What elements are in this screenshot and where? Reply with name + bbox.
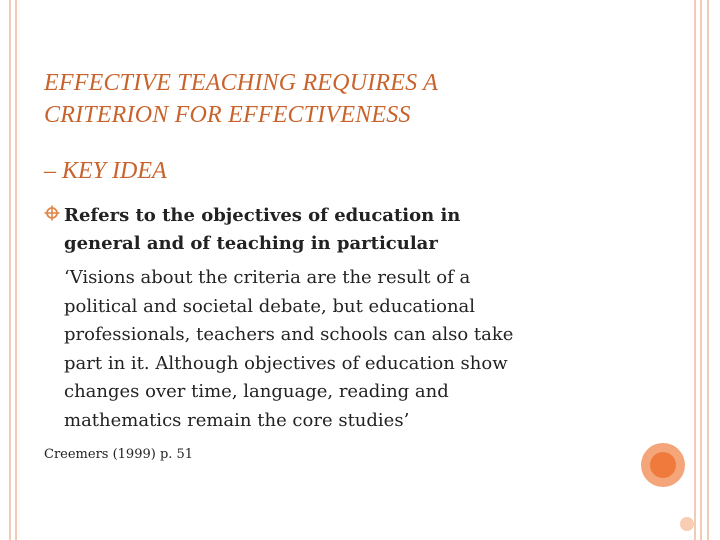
left-frame-line — [9, 0, 11, 540]
right-frame-line — [700, 0, 702, 540]
decorative-circle-inner — [650, 452, 676, 478]
right-frame-line — [707, 0, 709, 540]
slide-title: EFFECTIVE TEACHING REQUIRES A CRITERION FOR EFFECTIVENESS — [44, 70, 438, 128]
crosshair-bullet-icon — [44, 205, 60, 221]
decorative-small-circle — [680, 517, 694, 531]
citation: Creemers (1999) p. 51 — [44, 447, 194, 462]
bullet-text: Refers to the objectives of education in general and of teaching in particular — [64, 205, 461, 254]
slide-subtitle: – KEY IDEA — [44, 158, 167, 184]
left-frame-line — [15, 0, 17, 540]
right-frame-line — [694, 0, 696, 540]
quote-text: ‘Visions about the criteria are the result of a political and societal debate, but educational professionals, teachers and schools can also take part in it. Although objectives of education show changes over time, language, reading and mathematics remain the core studies’ — [64, 267, 514, 431]
